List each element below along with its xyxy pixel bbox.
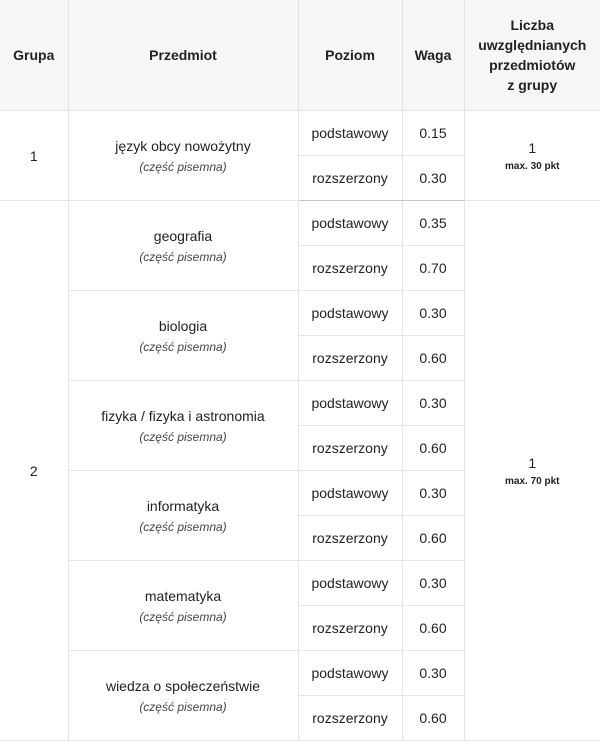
subject-note: (część pisemna) (139, 339, 227, 354)
group-max-points: max. 30 pkt (505, 160, 560, 172)
level-cell: rozszerzony (298, 336, 402, 381)
weight-cell: 0.30 (402, 381, 464, 426)
level-cell: podstawowy (298, 561, 402, 606)
level-cell: podstawowy (298, 381, 402, 426)
header-row (0, 0, 600, 111)
subject-cell (68, 291, 298, 381)
subject-cell (68, 381, 298, 471)
weight-cell: 0.30 (402, 651, 464, 696)
header-count: Liczba uwzględnianych przedmiotów z grupy (464, 0, 600, 111)
weight-cell: 0.60 (402, 606, 464, 651)
group-count: 1 (528, 139, 537, 156)
subject-cell (68, 111, 298, 201)
group-number: 1 (0, 111, 68, 201)
weight-cell: 0.60 (402, 336, 464, 381)
level-cell: podstawowy (298, 201, 402, 246)
level-cell: rozszerzony (298, 156, 402, 201)
subject-note: (część pisemna) (139, 699, 227, 714)
subject-name: biologia (158, 317, 208, 334)
level-cell: podstawowy (298, 291, 402, 336)
subject-name: wiedza o społeczeństwie (105, 677, 261, 694)
table-row (0, 201, 600, 246)
subject-cell (68, 471, 298, 561)
level-cell: rozszerzony (298, 516, 402, 561)
level-cell: podstawowy (298, 651, 402, 696)
level-cell: podstawowy (298, 471, 402, 516)
level-cell: podstawowy (298, 111, 402, 156)
level-cell: rozszerzony (298, 696, 402, 741)
level-cell: rozszerzony (298, 606, 402, 651)
weight-cell: 0.60 (402, 426, 464, 471)
weight-cell: 0.15 (402, 111, 464, 156)
subject-cell (68, 561, 298, 651)
subject-cell (68, 651, 298, 741)
header-level: Poziom (298, 0, 402, 111)
weight-cell: 0.30 (402, 561, 464, 606)
group-max-points: max. 70 pkt (505, 475, 560, 487)
subject-note: (część pisemna) (139, 609, 227, 624)
table-row (0, 111, 600, 156)
header-subject: Przedmiot (68, 0, 298, 111)
subject-name: geografia (153, 227, 213, 244)
level-cell: rozszerzony (298, 426, 402, 471)
subject-note: (część pisemna) (139, 249, 227, 264)
group-count-cell (464, 201, 600, 741)
header-group: Grupa (0, 0, 68, 111)
subject-cell (68, 201, 298, 291)
weight-cell: 0.60 (402, 516, 464, 561)
group-count-cell (464, 111, 600, 201)
subject-name: matematyka (144, 587, 222, 604)
weight-cell: 0.70 (402, 246, 464, 291)
subject-note: (część pisemna) (139, 159, 227, 174)
group-count: 1 (528, 454, 537, 471)
weight-cell: 0.35 (402, 201, 464, 246)
group-number: 2 (0, 201, 68, 741)
subject-note: (część pisemna) (139, 519, 227, 534)
subject-note: (część pisemna) (139, 429, 227, 444)
weight-cell: 0.30 (402, 291, 464, 336)
header-weight: Waga (402, 0, 464, 111)
weight-cell: 0.30 (402, 471, 464, 516)
subject-name: fizyka / fizyka i astronomia (101, 407, 265, 424)
weight-cell: 0.60 (402, 696, 464, 741)
subject-name: język obcy nowożytny (115, 137, 251, 154)
weight-cell: 0.30 (402, 156, 464, 201)
level-cell: rozszerzony (298, 246, 402, 291)
subject-name: informatyka (146, 497, 220, 514)
